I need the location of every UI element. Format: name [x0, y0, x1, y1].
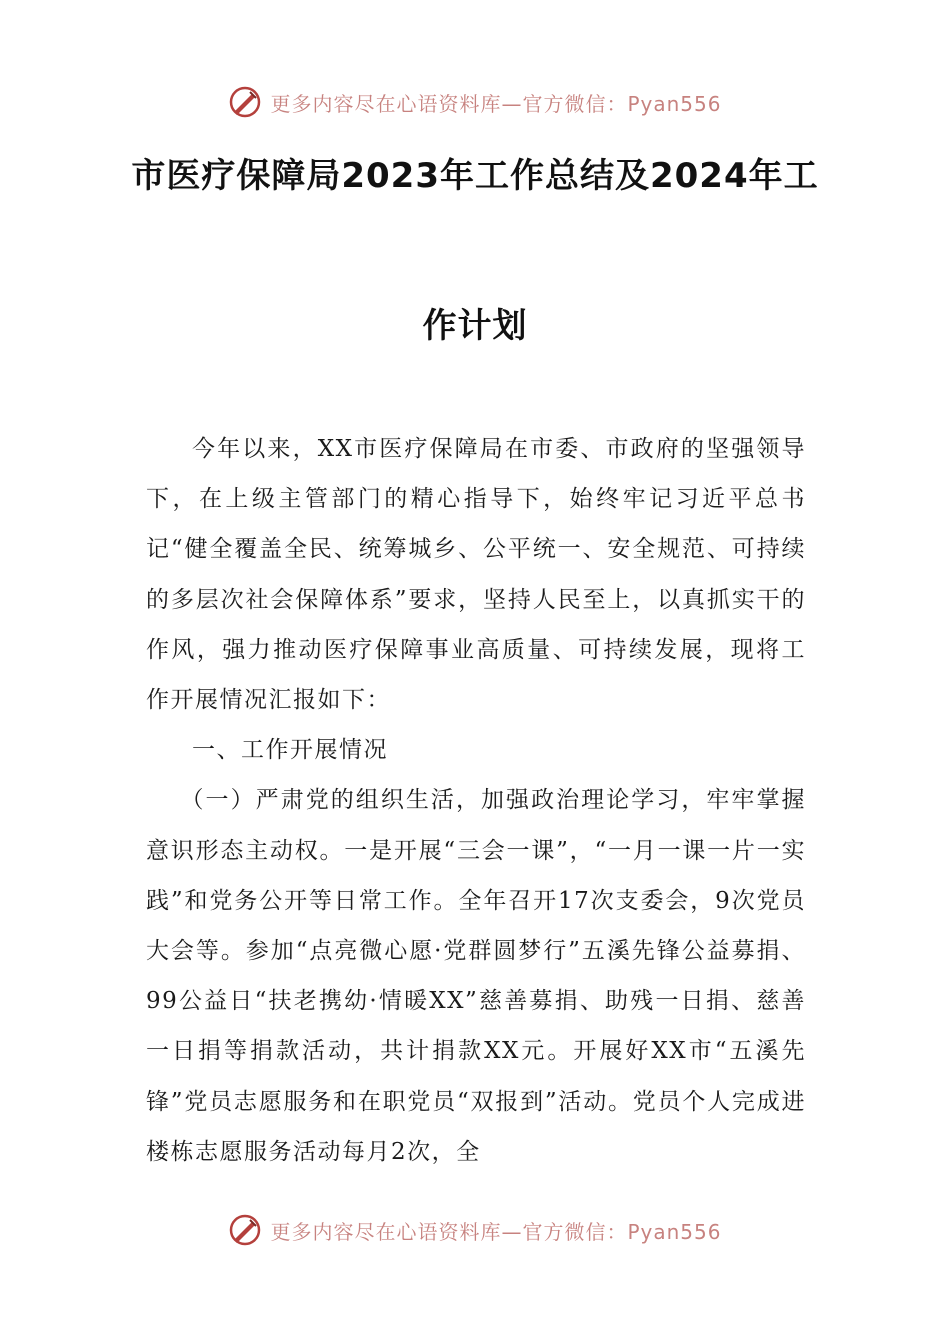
document-body	[146, 424, 806, 1177]
subsection-paragraph: （一）严肃党的组织生活，加强政治理论学习，牢牢掌握意识形态主动权。一是开展“三会一课”，“一月一课一片一实践”和党务公开等日常工作。全年召开17次支委会，9次党员大会等。参加“点亮微心愿·党群圆梦行”五溪先锋公益募捐、99公益日“扶老携幼·情暖XX”慈善募捐、助残一日捐、慈善一日捐等捐款活动，共计捐款XX元。开展好XX市“五溪先锋”党员志愿服务和在职党员“双报到”活动。党员个人完成进楼栋志愿服务活动每月2次，全	[146, 787, 806, 1165]
pen-logo-icon	[228, 1213, 262, 1247]
pen-logo-icon	[228, 85, 262, 119]
section-heading: 一、工作开展情况	[192, 737, 388, 764]
watermark-banner-bottom	[0, 1210, 950, 1250]
watermark-banner-top	[0, 82, 950, 122]
document-title-line2: 作计划	[422, 306, 528, 346]
watermark-text: 更多内容尽在心语资料库—官方微信：Pyan556	[270, 91, 722, 116]
document-title-line1: 市医疗保障局2023年工作总结及2024年工	[131, 156, 819, 196]
intro-paragraph: 今年以来，XX市医疗保障局在市委、市政府的坚强领导下，在上级主管部门的精心指导下，始终牢记习近平总书记“健全覆盖全民、统筹城乡、公平统一、安全规范、可持续的多层次社会保障体系”要求，坚持人民至上，以真抓实干的作风，强力推动医疗保障事业高质量、可持续发展，现将工作开展情况汇报如下：	[146, 436, 806, 714]
watermark-text: 更多内容尽在心语资料库—官方微信：Pyan556	[270, 1219, 722, 1244]
